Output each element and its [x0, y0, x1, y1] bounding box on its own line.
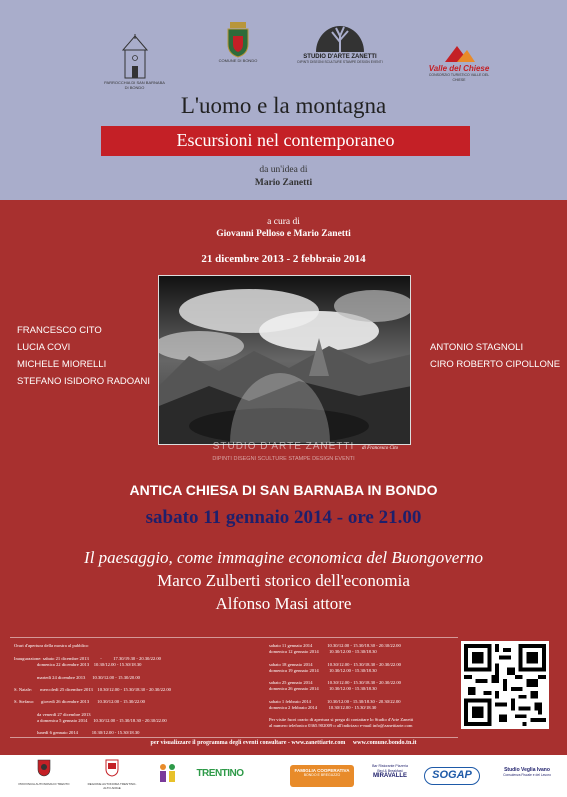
tree-logo-icon: [314, 22, 366, 54]
exhibition-dates: 21 dicembre 2013 - 2 febbraio 2014: [201, 253, 366, 265]
miravalle-logo: [364, 764, 416, 779]
studio-name: STUDIO D'ARTE ZANETTI: [303, 54, 377, 60]
event-date: sabato 11 gennaio 2014 - ore 21.00: [145, 507, 422, 528]
event-line-1: Il paesaggio, come immagine economica del Buongoverno: [84, 548, 483, 567]
schedule-heading: Orari d'apertura della mostra al pubblico: [14, 643, 89, 648]
figures-logo: [156, 763, 180, 788]
provincia-logo: [18, 759, 70, 786]
famiglia-sub: BONDO E BREGUZZO: [303, 773, 341, 777]
schedule-col-2: sabato 11 gennaio 2014 10.30/12.00 - 15.30/18.30 - 20.30/22.00 domenica 12 gennaio 2014 10.30/12.00 - 15.30/18.30 sabato 18 gennaio 2014 10.30/12.00 - 15.30/18.30 - 20.30/22.00 domenica 19 gennaio 2014 10.30/12.00 - 15.30/18.30 sabato 25 gennaio 2014 10.30/12.00 - 15.30/18.30 - 20.30/22.00 domenica 26 gennaio 2014 10.30/12.00 - 15.30/18.30 sabato 1 febbraio 2014 10.30/12.00 - 15.30/18.30 - 20.30/22.00 domenica 2 febbraio 2014 10.30/12.00 - 15.30/18.30: [269, 643, 401, 711]
event-line-2: Marco Zulberti storico dell'economia: [157, 571, 410, 590]
watermark-name: STUDIO D'ARTE ZANETTI: [212, 441, 355, 452]
studio-sub: DIPINTI DISEGNI SCULTURE STAMPE DESIGN EVENTI: [297, 60, 383, 64]
event-line-3: Alfonso Masi attore: [215, 594, 352, 613]
trentino-logo: [193, 768, 247, 779]
church-icon: [120, 34, 150, 80]
artist-name: MICHELE MIORELLI: [17, 359, 107, 370]
tree-watermark-icon: [215, 363, 345, 443]
regione-crest-icon: [105, 759, 119, 777]
qr-code-icon: [464, 644, 546, 726]
valle-chiese-logo: [424, 42, 494, 83]
miravalle-top: Bar Ristorante Pizzeria: [372, 764, 408, 768]
artist-name: FRANCESCO CITO: [17, 325, 102, 336]
studio-zanetti-logo: [297, 22, 383, 65]
artist-name: ANTONIO STAGNOLI: [430, 342, 524, 353]
regione-logo: [86, 759, 138, 790]
eagle-crest-icon: [37, 759, 51, 777]
artist-name: CIRO ROBERTO CIPOLLONE: [430, 359, 561, 370]
regione-caption: REGIONE AUTONOMA TRENTINO-ALTO ADIGE: [87, 782, 137, 790]
mountain-logo-icon: [441, 42, 477, 64]
provincia-caption: PROVINCIA AUTONOMA DI TRENTO: [18, 782, 70, 786]
miravalle-mid: Bed & Breakfast: [377, 768, 403, 773]
studio-veglia-logo: [492, 767, 562, 777]
sogap-wordmark: SOGAP: [432, 769, 472, 781]
artists-right: [430, 339, 560, 373]
qr-code[interactable]: [461, 641, 549, 729]
famiglia-logo: [290, 765, 354, 787]
schedule-col-1: Inaugurazione: sabato 21 dicembre 2013 - 17.30/19.30 - 20.30/22.00 domenica 22 dicembre 2013 10.30/12.00 - 15.30/18.30 martedì 24 dicembre 2013 10.30/12.00 - 15.30/20.00 S. Natale: mercoledì 25 dicembre 2013 10.30/12.00 - 15.30/18.30 - 20.30/22.00 S. Stefano: giovedì 26 dicembre 2013 10.30/12.00 - 15.30/22.00 da venerdì 27 dicembre 2013 a domenica 5 gennaio 2014 10.30/12.00 - 15.30/18.30 - 20.30/22.00 lunedì 6 gennaio 2014 10.30/12.00 - 15.30/18.30: [14, 656, 171, 736]
parrocchia-logo: [102, 34, 167, 90]
comune-caption: COMUNE DI BONDO: [218, 58, 258, 63]
valle-name: Valle del Chiese: [428, 64, 490, 73]
idea-name: Mario Zanetti: [254, 178, 313, 188]
famiglia-name: FAMIGLIA COOPERATIVA: [294, 768, 350, 773]
photo-credit: di Francesco Cito: [362, 446, 399, 451]
divider: [10, 737, 458, 738]
parrocchia-caption: PARROCCHIA DI SAN BARNABA DI BONDO: [104, 80, 165, 90]
top-band: [0, 0, 567, 200]
idea-label: da un'idea di: [259, 165, 308, 175]
venue: ANTICA CHIESA DI SAN BARNABA IN BONDO: [129, 482, 438, 498]
trentino-wordmark: TRENTINO: [196, 768, 244, 779]
valle-sub: CONSORZIO TURISTICO VALLE DEL CHIESE: [428, 73, 490, 82]
watermark-logo: [215, 363, 345, 443]
schedule-note: Per visite fuori orario di apertura si prega di contattare lo Studio d'Arte Zanetti al numero telefonico 0365.902009 o all'indirizzo e-mail info@zanettiarte.com: [269, 717, 414, 729]
watermark-sub: DIPINTI DISEGNI SCULTURE STAMPE DESIGN EVENTI: [212, 456, 355, 462]
artist-name: LUCIA COVI: [17, 342, 71, 353]
curators-names: Giovanni Pelloso e Mario Zanetti: [216, 229, 351, 239]
studio-veglia-sub: Consulenza Fiscale e del Lavoro: [503, 773, 551, 777]
divider: [10, 637, 458, 638]
program-line[interactable]: per visualizzare il programma degli eventi consultare - www.zanettiarte.com www.comune.bondo.tn.it: [150, 740, 417, 746]
studio-veglia-name: Studio Veglia Ivano: [504, 767, 550, 773]
comune-logo: [213, 22, 263, 63]
sponsor-footer: [0, 755, 567, 797]
curators-label: a cura di: [267, 217, 300, 227]
coat-of-arms-icon: [225, 22, 251, 58]
subtitle-bar: Escursioni nel contemporaneo: [101, 126, 470, 156]
sogap-logo: [424, 767, 480, 785]
miravalle-name: MIRAVALLE: [372, 773, 408, 779]
people-icon: [157, 763, 179, 783]
artist-name: STEFANO ISIDORO RADOANI: [17, 376, 151, 387]
page-title: L'uomo e la montagna: [180, 93, 387, 118]
artists-left: [17, 322, 150, 390]
